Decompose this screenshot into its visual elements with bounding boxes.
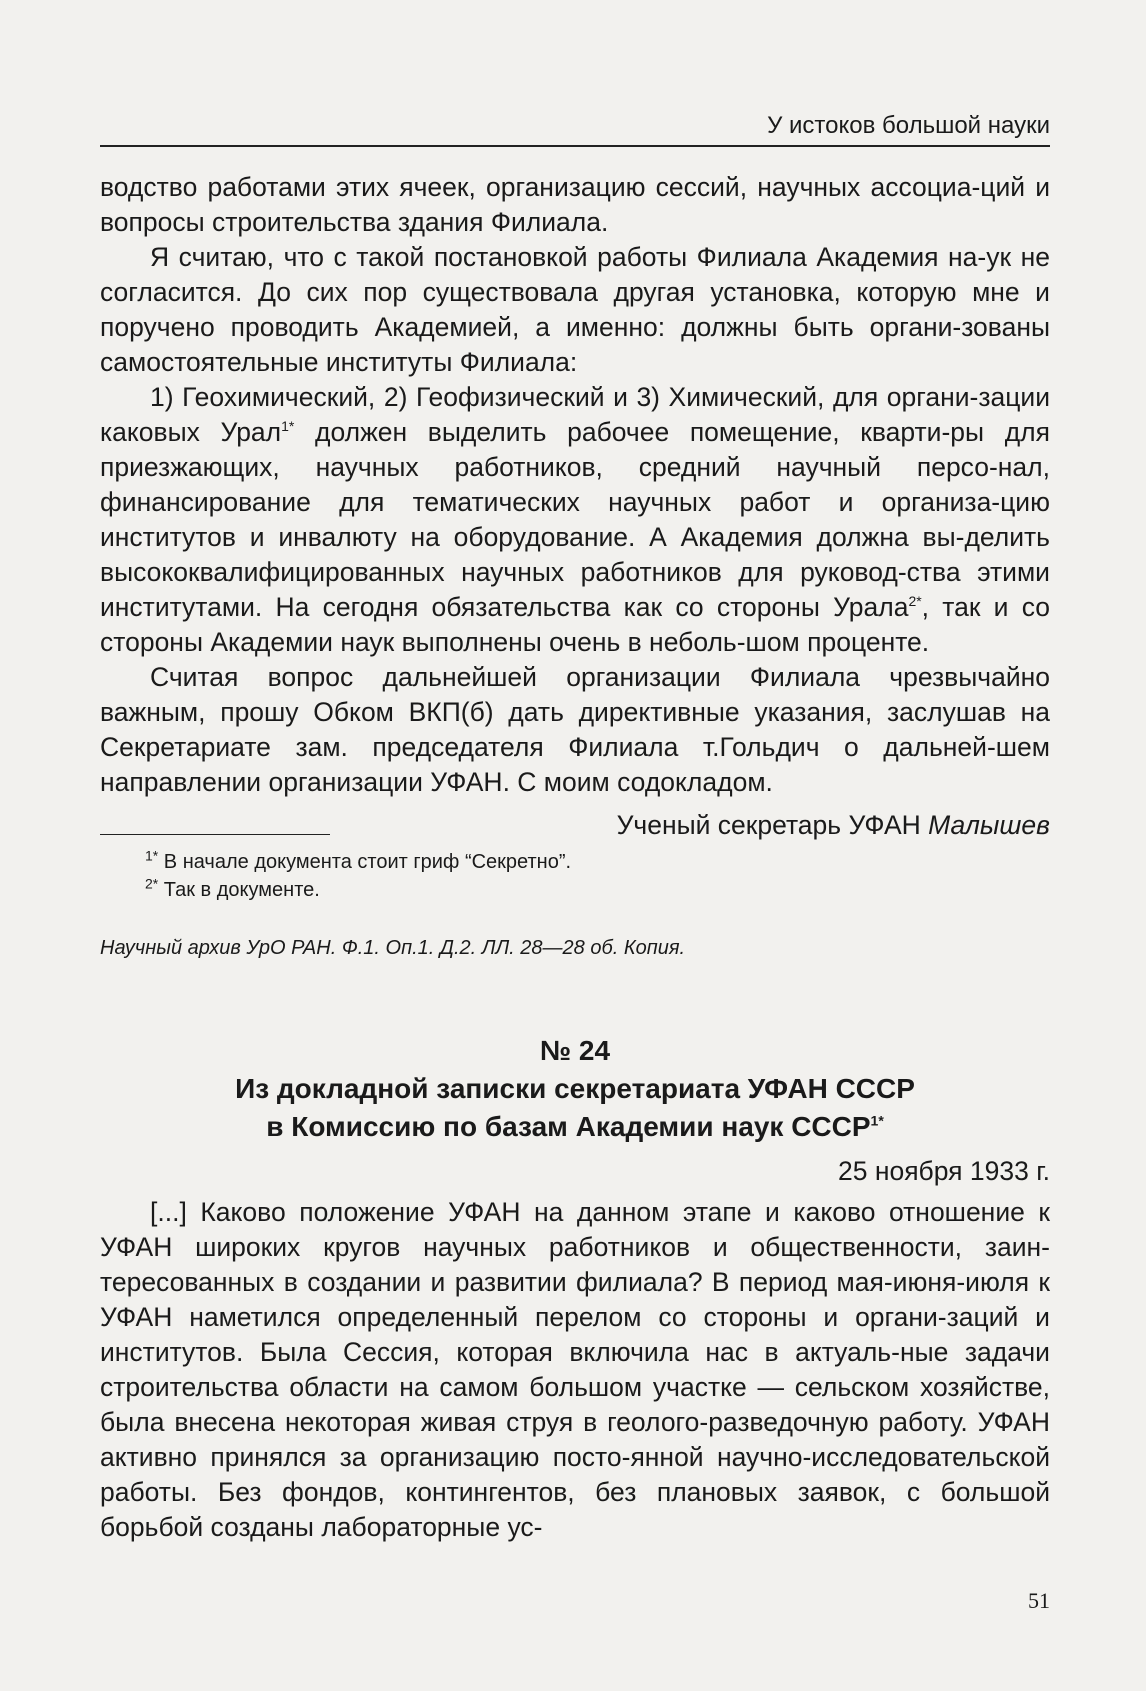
paragraph-part: , так и со стороны Академии наук выполнены очень в неболь-шом проценте.: [100, 592, 1050, 657]
document-title-text: в Комиссию по базам Академии наук СССР: [266, 1111, 871, 1142]
footnote-ref: 1*: [281, 418, 295, 435]
archive-source: Научный архив УрО РАН. Ф.1. Оп.1. Д.2. ЛЛ. 28—28 об. Копия.: [100, 937, 686, 959]
paragraph-part: должен выделить рабочее помещение, кварти-ры для приезжающих, научных работников, средний научный персо-нал, финансирование для тематических научных работ и организа-цию институтов и инвалюту на оборудование. А Академия должна вы-делить высококвалифицированных научных работников для руковод-ства этими институтами. На сегодня обязательства как со стороны Урала: [100, 417, 1050, 622]
footnote: [100, 876, 1050, 904]
footnote-ref: 2*: [908, 593, 922, 610]
footnote-mark: 1*: [145, 847, 159, 864]
footnote-mark: 2*: [145, 875, 159, 892]
footnote: [100, 848, 1050, 876]
running-head: У истоков большой науки: [767, 112, 1050, 139]
signature-name: Малышев: [928, 810, 1050, 840]
paragraph-institutes: [100, 380, 1050, 660]
document-heading: [100, 1032, 1050, 1146]
signature-title: Ученый секретарь УФАН: [616, 810, 921, 840]
document-number: № 24: [539, 1035, 611, 1066]
signature: [100, 808, 1050, 843]
document-title-line2: [100, 1108, 1050, 1146]
footnotes: [100, 848, 1050, 904]
body-text: [100, 170, 1050, 843]
footnote-rule: [100, 834, 330, 835]
header-rule: [100, 145, 1050, 147]
document-date: 25 ноября 1933 г.: [838, 1156, 1050, 1186]
paragraph: Считая вопрос дальнейшей организации Филиала чрезвычайно важным, прошу Обком ВКП(б) дать директивные указания, заслушав на Секретариате зам. председателя Филиала т.Гольдич о дальней-шем направлении организации УФАН. С моим содокладом.: [100, 662, 1050, 797]
page-number: 51: [1028, 1588, 1050, 1613]
document-title-line1: Из докладной записки секретариата УФАН СССР: [235, 1073, 915, 1104]
footnote-text: В начале документа стоит гриф “Секретно”.: [163, 851, 572, 873]
paragraph: [...] Каково положение УФАН на данном этапе и каково отношение к УФАН широких кругов научных работников и общественности, заин-тересованных в создании и развитии филиала? В период мая-июня-июля к УФАН наметился определенный перелом со стороны и органи-заций и институтов. Была Сессия, которая включила нас в актуаль-ные задачи строительства области на самом большом участке — сельском хозяйстве, была внесена некоторая живая струя в геолого-разведочную работу. УФАН активно принялся за организацию посто-янной научно-исследовательской работы. Без фондов, контингентов, без плановых заявок, с большой борьбой созданы лабораторные ус-: [100, 1197, 1050, 1542]
document-text: [100, 1195, 1050, 1545]
footnote-ref: 1*: [870, 1112, 884, 1129]
paragraph-continuation: водство работами этих ячеек, организацию сессий, научных ассоциа-ций и вопросы строительства здания Филиала.: [100, 172, 1050, 237]
paragraph-part: 1) Геохимический, 2) Геофизический и 3) Химический, для органи-зации каковых Урал: [100, 382, 1050, 447]
paragraph: Я считаю, что с такой постановкой работы Филиала Академия на-ук не согласится. До сих пор существовала другая установка, которую мне и поручено проводить Академией, а именно: должны быть органи-зованы самостоятельные институты Филиала:: [100, 242, 1050, 377]
footnote-text: Так в документе.: [163, 879, 320, 901]
